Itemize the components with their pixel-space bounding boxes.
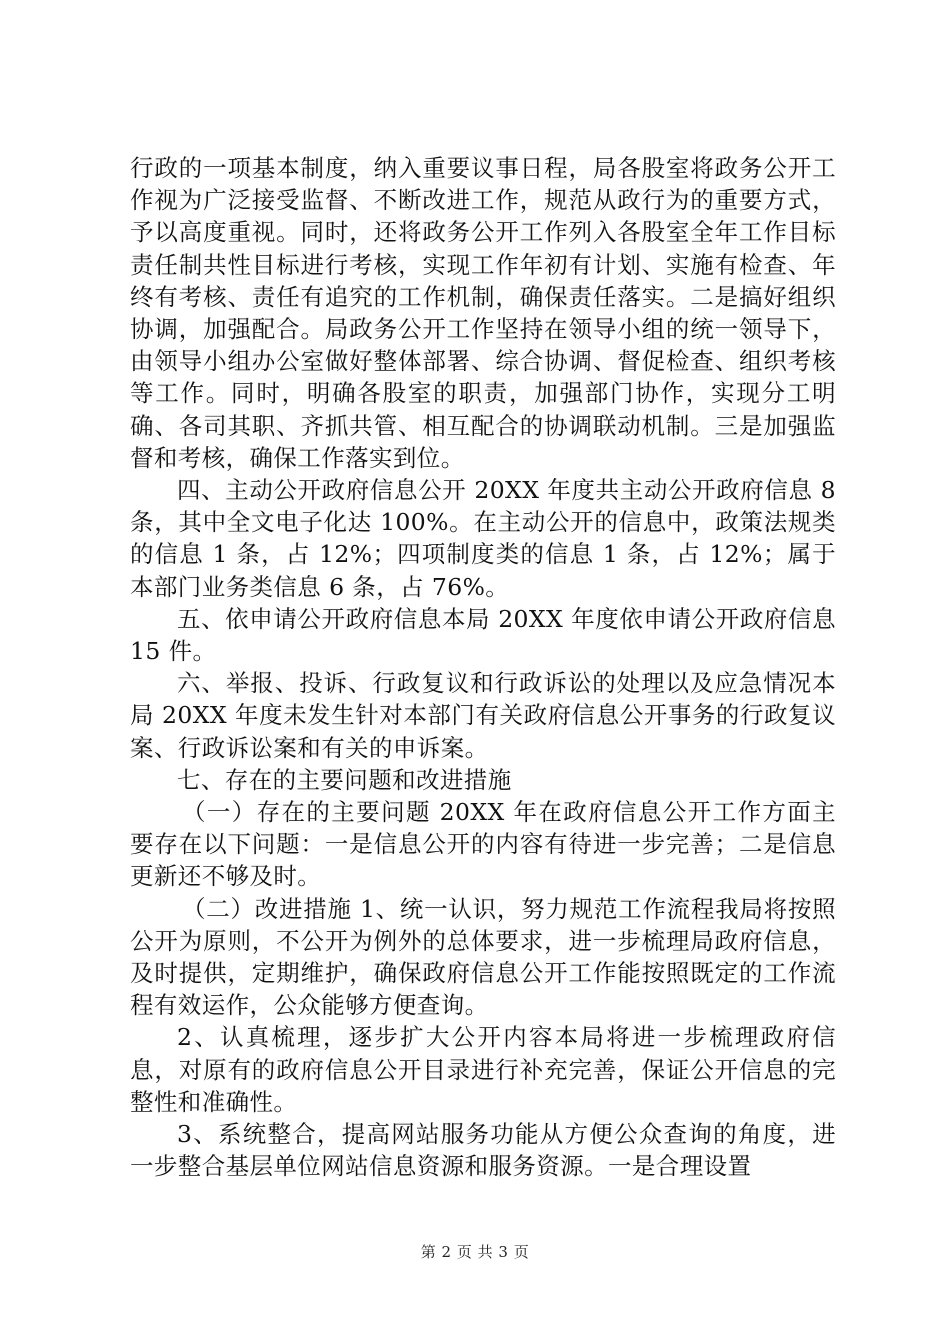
paragraph-section-6: 六、举报、投诉、行政复议和行政诉讼的处理以及应急情况本局 20XX 年度未发生针对本部门有关政府信息公开事务的行政复议案、行政诉讼案和有关的申诉案。 xyxy=(130,669,836,762)
paragraph-improvement-3: 3、系统整合，提高网站服务功能从方便公众查询的角度，进一步整合基层单位网站信息资源和服务资源。一是合理设置 xyxy=(130,1120,836,1181)
paragraph-section-7-heading: 七、存在的主要问题和改进措施 xyxy=(177,765,512,794)
paragraph-section-5: 五、依申请公开政府信息本局 20XX 年度依申请公开政府信息 15 件。 xyxy=(130,604,836,666)
page-number-footer: 第 2 页 共 3 页 xyxy=(420,1243,530,1261)
paragraph-continuation: 行政的一项基本制度，纳入重要议事日程，局各股室将政务公开工作视为广泛接受监督、不断改进工作，规范从政行为的重要方式，予以高度重视。同时，还将政务公开工作列入各股室全年工作目标责任制共性目标进行考核，实现工作年初有计划、实施有检查、年终有考核、责任有追究的工作机制，确保责任落实。二是搞好组织协调，加强配合。局政务公开工作坚持在领导小组的统一领导下，由领导小组办公室做好整体部署、综合协调、督促检查、组织考核等工作。同时，明确各股室的职责，加强部门协作，实现分工明确、各司其职、齐抓共管、相互配合的协调联动机制。三是加强监督和考核，确保工作落实到位。 xyxy=(130,154,836,472)
paragraph-improvement-2: 2、认真梳理，逐步扩大公开内容本局将进一步梳理政府信息，对原有的政府信息公开目录进行补充完善，保证公开信息的完整性和准确性。 xyxy=(130,1023,836,1116)
paragraph-section-4: 四、主动公开政府信息公开 20XX 年度共主动公开政府信息 8 条，其中全文电子化达 100%。在主动公开的信息中，政策法规类的信息 1 条，占 12%；四项制度类的信息 1 条，占 12%；属于本部门业务类信息 6 条，占 76%。 xyxy=(130,476,836,601)
paragraph-improvement-1: （二）改进措施 1、统一认识，努力规范工作流程我局将按照公开为原则，不公开为例外的总体要求，进一步梳理局政府信息，及时提供，定期维护，确保政府信息公开工作能按照既定的工作流程有效运作，公众能够方便查询。 xyxy=(130,894,836,1020)
paragraph-main-problems: （一）存在的主要问题 20XX 年在政府信息公开工作方面主要存在以下问题：一是信息公开的内容有待进一步完善；二是信息更新还不够及时。 xyxy=(130,798,836,891)
document-body xyxy=(130,152,836,1183)
